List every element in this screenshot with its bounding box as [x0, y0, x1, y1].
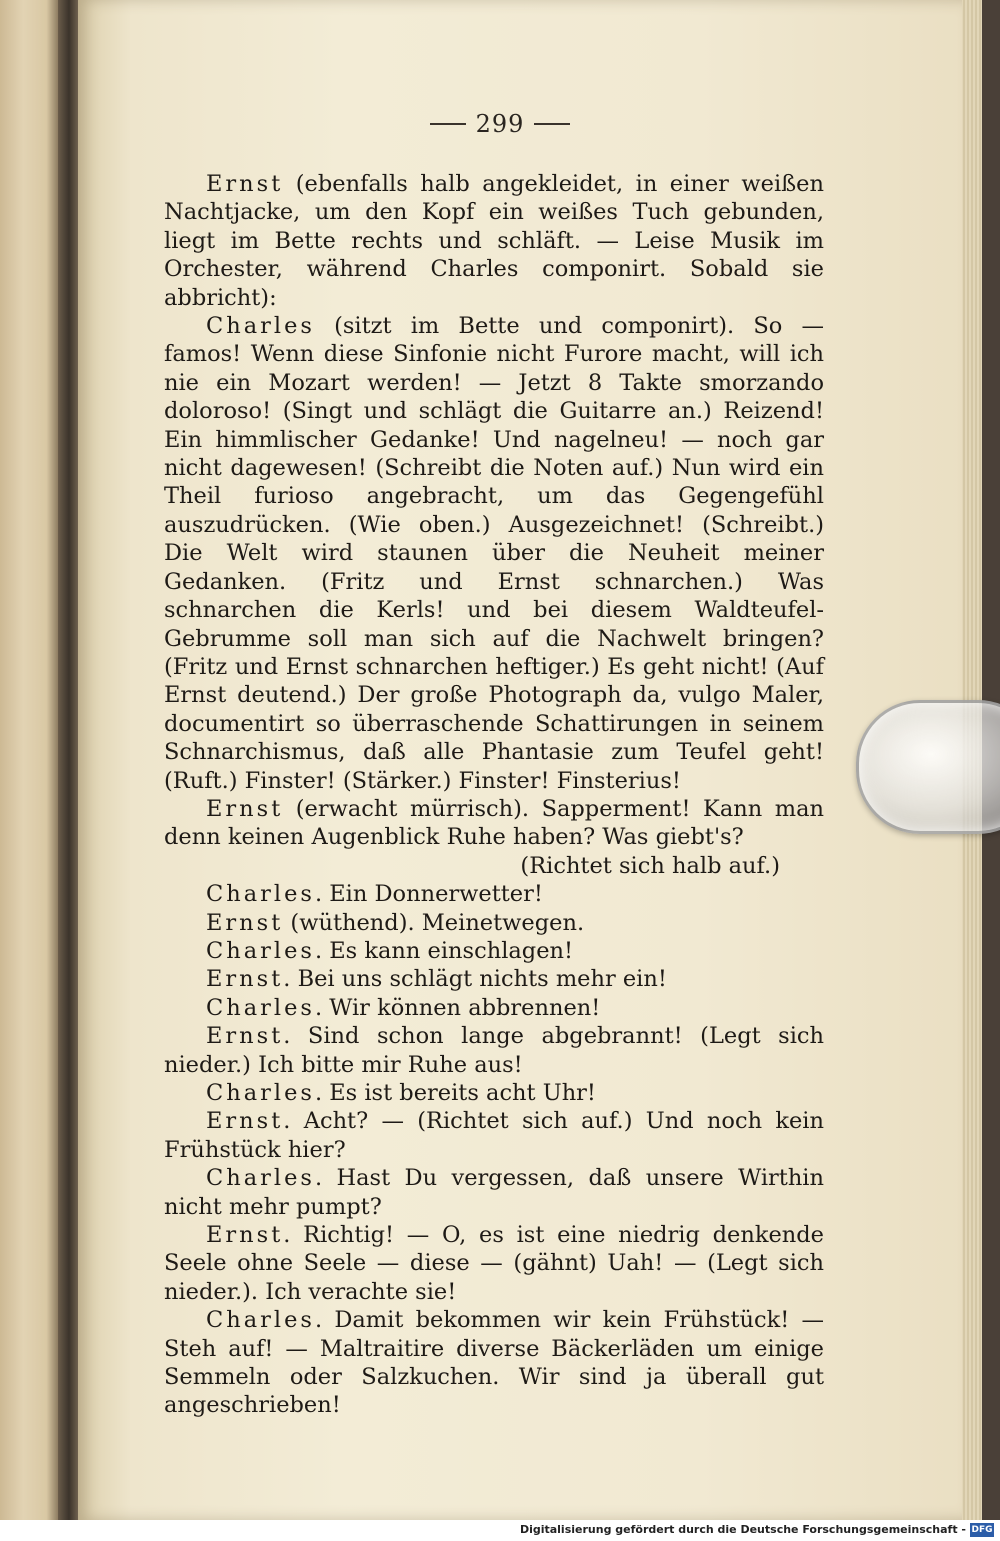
speaker-name: Ernst	[206, 909, 284, 936]
ornament-left	[430, 123, 466, 125]
ornament-right	[534, 123, 570, 125]
dfg-logo: DFG	[971, 1525, 993, 1535]
paragraph-text: (Richtet sich halb auf.)	[520, 852, 780, 879]
speaker-name: Ernst	[206, 171, 284, 197]
speaker-name: Ernst	[206, 1023, 284, 1050]
paragraph-text: . Acht? — (Richtet sich auf.) Und noch kein Frühstück hier?	[164, 1108, 824, 1163]
paragraph	[164, 965, 824, 993]
paragraph-text: . Wir können abbrennen!	[314, 994, 601, 1021]
paragraph	[164, 880, 824, 908]
paragraph	[164, 1079, 824, 1107]
paragraph-text: (ebenfalls halb angekleidet, in einer weißen Nachtjacke, um den Kopf ein weißes Tuch gebunden, liegt im Bette rechts und schläft. — Leise Musik im Orchester, während Charles componirt. Sobald sie abbricht):	[164, 171, 824, 311]
paragraph	[164, 1164, 824, 1221]
paragraph	[164, 1107, 824, 1164]
page-header	[400, 110, 600, 138]
speaker-name: Charles	[206, 1307, 315, 1334]
paragraph	[164, 852, 824, 880]
paragraph-text: (erwacht mürrisch). Sapperment! Kann man denn keinen Augenblick Ruhe haben? Was giebt's?	[164, 795, 824, 851]
paragraph-text: . Sind schon lange abgebrannt! (Legt sich nieder.) Ich bitte mir Ruhe aus!	[164, 1023, 824, 1078]
paragraph-text: (wüthend). Meinetwegen.	[283, 909, 585, 936]
paragraph-text: . Es ist bereits acht Uhr!	[314, 1080, 596, 1106]
page-number: 299	[475, 110, 525, 138]
paragraph-text: . Richtig! — O, es ist eine niedrig denkende Seele ohne Seele — diese — (gähnt) Uah! — (Legt sich nieder.). Ich verachte sie!	[164, 1222, 824, 1305]
glass-page-clip	[856, 700, 1000, 834]
paragraph	[164, 1221, 824, 1306]
speaker-name: Ernst	[206, 966, 284, 993]
speaker-name: Ernst	[206, 1108, 284, 1135]
paragraph	[164, 795, 824, 852]
paragraph-text: (sitzt im Bette und componirt). So — famos! Wenn diese Sinfonie nicht Furore macht, will ich nie ein Mozart werden! — Jetzt 8 Takte smorzando doloroso! (Singt und schlägt die Guitarre an.) Reizend! Ein himmlischer Gedanke! Und nagelneu! — noch gar nicht dagewesen! (Schreibt die Noten auf.) Nun wird ein Theil furioso angebracht, um das Gegengefühl auszudrücken. (Wie oben.) Ausgezeichnet! (Schreibt.) Die Welt wird staunen über die Neuheit meiner Gedanken. (Fritz und Ernst schnarchen.) Was schnarchen die Kerls! und bei diesem Waldteufel-Gebrumme soll man sich auf die Nachwelt bringen? (Fritz und Ernst schnarchen heftiger.) Es geht nicht! (Auf Ernst deutend.) Der große Photograph da, vulgo Maler, documentirt so überraschende Schattirungen in seinem Schnarchismus, daß alle Phantasie zum Teufel geht! (Ruft.) Finster! (Stärker.) Finster! Finsterius!	[164, 313, 824, 794]
speaker-name: Charles	[206, 881, 315, 908]
paragraph	[164, 312, 824, 795]
digitization-credit: Digitalisierung gefördert durch die Deutsche Forschungsgemeinschaft -	[519, 1523, 966, 1536]
paragraph	[164, 1306, 824, 1420]
paragraph	[164, 1022, 824, 1079]
speaker-name: Charles	[206, 1165, 315, 1192]
paragraph	[164, 909, 824, 937]
paragraph	[164, 170, 824, 312]
page-body-text	[164, 170, 824, 1420]
book-gutter	[58, 0, 80, 1541]
speaker-name: Charles	[206, 994, 315, 1021]
paragraph	[164, 937, 824, 965]
paragraph-text: . Es kann einschlagen!	[314, 937, 574, 964]
paragraph-text: . Damit bekommen wir kein Frühstück! — Steh auf! — Maltraitire diverse Bäckerläden um einige Semmeln oder Salzkuchen. Wir sind ja überall gut angeschrieben!	[164, 1307, 824, 1419]
paragraph-text: . Bei uns schlägt nichts mehr ein!	[283, 966, 667, 993]
paragraph-text: . Ein Donnerwetter!	[314, 881, 543, 908]
speaker-name: Ernst	[206, 795, 284, 822]
speaker-name: Charles	[206, 313, 315, 340]
paragraph	[164, 994, 824, 1022]
speaker-name: Ernst	[206, 1222, 284, 1249]
speaker-name: Charles	[206, 937, 315, 964]
previous-page-edge	[0, 0, 58, 1541]
speaker-name: Charles	[206, 1080, 315, 1106]
paragraph-text: . Hast Du vergessen, daß unsere Wirthin nicht mehr pumpt?	[164, 1165, 824, 1220]
